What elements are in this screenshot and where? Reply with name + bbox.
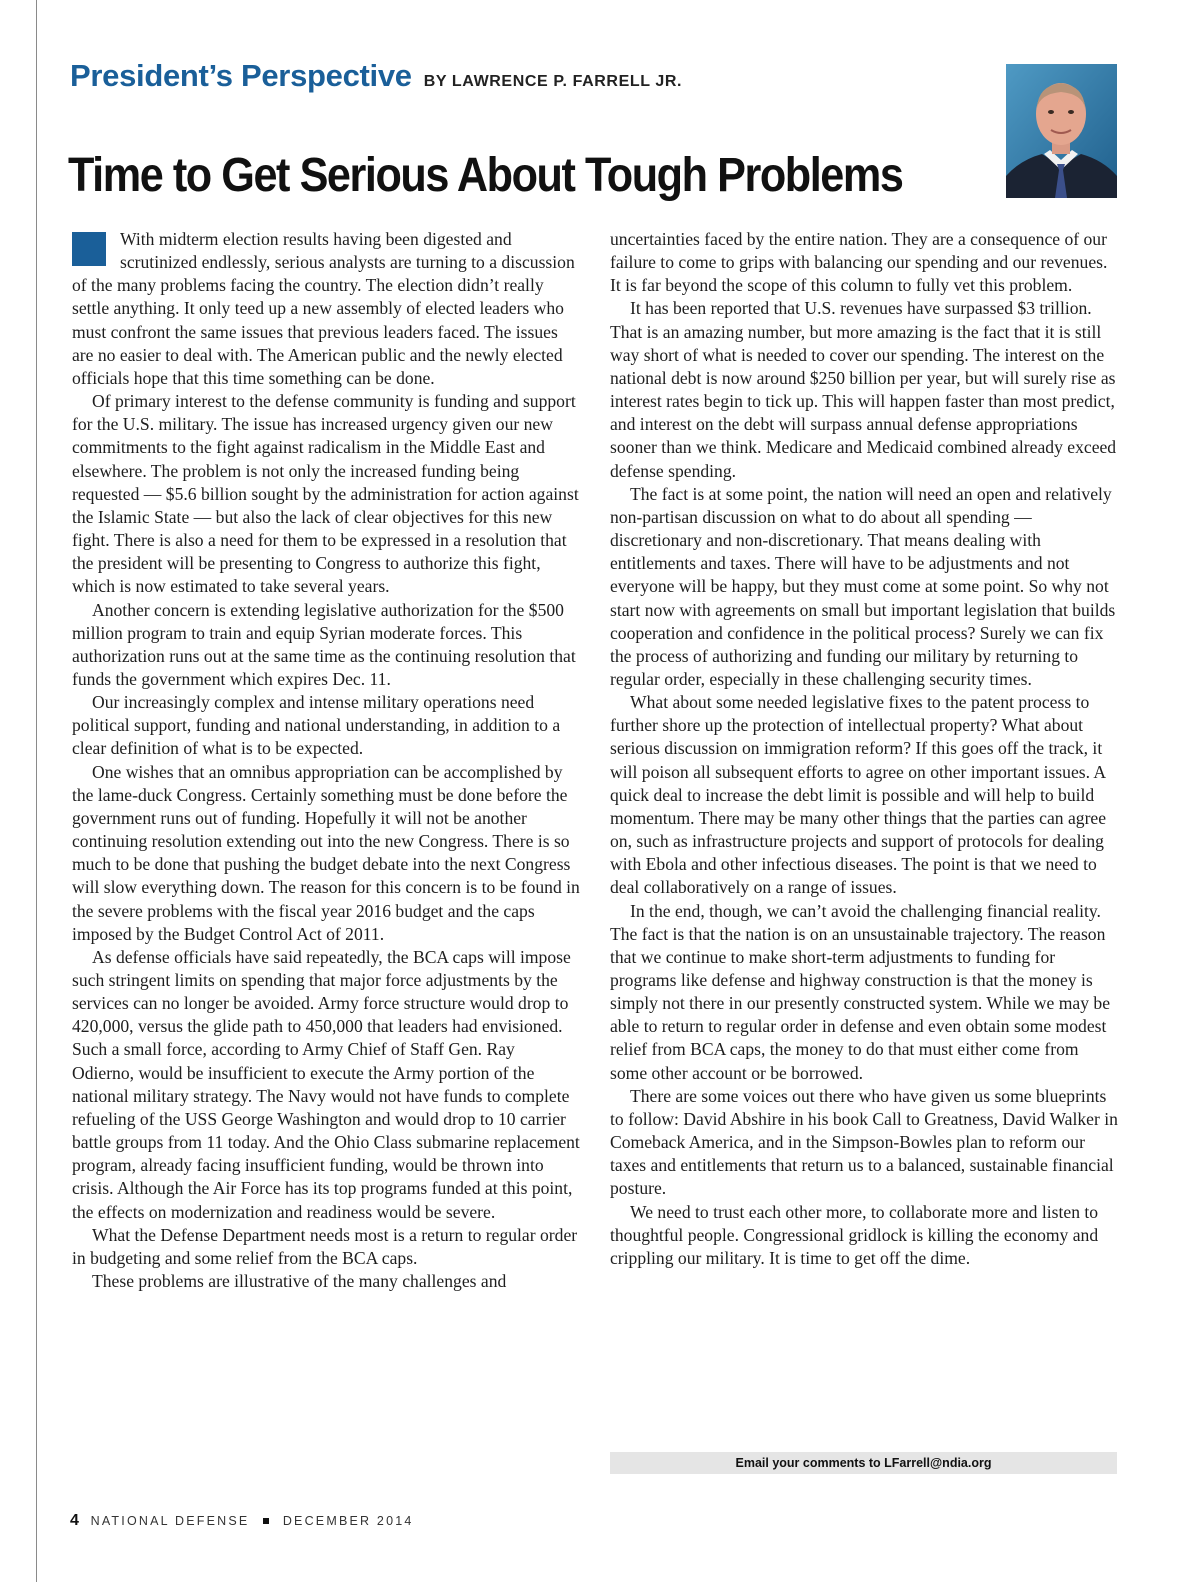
paragraph: The fact is at some point, the nation will need an open and relatively non-partisan discussion on what to do about all spending — discretionary and non-discretionary. That means dealing with entitlements and taxes. There will have to be adjustments and not everyone will be happy, but they must come at some point. So why not start now with agreements on small but important legislation that builds cooperation and confidence in the political process? Surely we can fix the process of authorizing and funding our military by returning to regular order, especially in these challenging security times. <box>610 483 1116 689</box>
paragraph: Another concern is extending legislative authorization for the $500 million program to train and equip Syrian moderate forces. This authorization runs out at the same time as the continuing resolution that funds the government which expires Dec. 11. <box>72 599 576 689</box>
paragraph: These problems are illustrative of the many challenges and <box>92 1271 507 1292</box>
paragraph: Our increasingly complex and intense military operations need political support, funding and national understanding, in addition to a clear definition of what is to be expected. <box>72 692 561 759</box>
footer-separator <box>263 1518 269 1524</box>
email-comments-note: Email your comments to LFarrell@ndia.org <box>610 1452 1117 1474</box>
paragraph: There are some voices out there who have given us some blueprints to follow: David Abshire in his book Call to Greatness, David Walker in Comeback America, and in the Simpson-Bowles plan to reform our taxes and entitlements that return us to a balanced, sustainable financial posture. <box>610 1085 1118 1199</box>
article-column-left <box>72 228 580 1293</box>
page-number: 4 <box>70 1512 79 1529</box>
paragraph: What about some needed legislative fixes to the patent process to further shore up the protection of intellectual property? What about serious discussion on immigration reform? If this goes off the track, it will poison all subsequent efforts to agree on other important issues. A quick deal to increase the debt limit is possible and will help to build momentum. There may be many other things that the parties can agree on, such as infrastructure projects and support of protocols for dealing with Ebola and other infectious diseases. The point is that we need to deal collaboratively on a range of issues. <box>610 692 1107 898</box>
paragraph: With midterm election results having been digested and scrutinized endlessly, serious analysts are turning to a discussion of the many problems facing the country. The election didn’t really settle anything. It only teed up a new assembly of elected leaders who must confront the same issues that previous leaders faced. The issues are no easier to deal with. The American public and the newly elected officials hope that this time something can be done. <box>72 229 575 388</box>
paragraph: uncertainties faced by the entire nation. They are a consequence of our failure to come to grips with balancing our spending and our revenues. It is far beyond the scope of this column to fully vet this problem. <box>610 229 1108 296</box>
article-headline: Time to Get Serious About Tough Problems <box>68 149 903 202</box>
article-column-right <box>610 228 1118 1270</box>
paragraph: In the end, though, we can’t avoid the challenging financial reality. The fact is that the nation is on an unsustainable trajectory. The reason that we continue to make short-term adjustments to funding for programs like defense and highway construction is that the money is simply not there in our presently constructed system. While we may be able to return to regular order in defense and even obtain some modest relief from BCA caps, the money to do that must either come from some other account or be borrowed. <box>610 900 1111 1083</box>
author-portrait <box>1006 64 1117 198</box>
paragraph: As defense officials have said repeatedly, the BCA caps will impose such stringent limits on spending that major force adjustments by the services can no longer be avoided. Army force structure would drop to 420,000, versus the glide path to 450,000 that leaders had envisioned. Such a small force, according to Army Chief of Staff Gen. Ray Odierno, would be insufficient to execute the Army portion of the national military strategy. The Navy would not have funds to complete refueling of the USS George Washington and would drop to 10 carrier battle groups from 11 today. And the Ohio Class submarine replacement program, already facing insufficient funding, would be thrown into crisis. Although the Air Force has its top programs funded at this point, the effects on modernization and readiness would be severe. <box>72 946 580 1222</box>
masthead <box>70 58 682 94</box>
paragraph: We need to trust each other more, to collaborate more and listen to thoughtful people. Congressional gridlock is killing the economy and crippling our military. It is time to get off the dime. <box>610 1201 1099 1268</box>
paragraph: It has been reported that U.S. revenues have surpassed $3 trillion. That is an amazing number, but more amazing is the fact that it is still way short of what is needed to cover our spending. The interest on the national debt is now around $250 billion per year, but will surely rise as interest rates begin to tick up. This will happen faster than most predict, and interest on the debt will surpass annual defense appropriations sooner than we think. Medicare and Medicaid combined already exceed defense spending. <box>610 298 1117 481</box>
author-byline: BY LAWRENCE P. FARRELL JR. <box>423 73 683 90</box>
publication-name: NATIONAL DEFENSE <box>90 1514 250 1528</box>
issue-date: DECEMBER 2014 <box>282 1514 414 1528</box>
paragraph: What the Defense Department needs most is a return to regular order in budgeting and some relief from the BCA caps. <box>72 1224 578 1268</box>
paragraph: One wishes that an omnibus appropriation can be accomplished by the lame-duck Congress. Certainly something must be done before the government runs out of funding. Hopefully it will not be another continuing resolution extending out into the new Congress. There is so much to be done that pushing the budget debate into the next Congress will slow everything down. The reason for this concern is to be found in the severe problems with the fiscal year 2016 budget and the caps imposed by the Budget Control Act of 2011. <box>72 761 580 944</box>
paragraph: Of primary interest to the defense community is funding and support for the U.S. military. The issue has increased urgency given our new commitments to the fight against radicalism in the Middle East and elsewhere. The problem is not only the increased funding being requested — $5.6 billion sought by the administration for action against the Islamic State — but also the lack of clear objectives for this new fight. There is also a need for them to be expressed in a resolution that the president will be presenting to Congress to authorize this fight, which is now estimated to take several years. <box>72 391 579 597</box>
drop-mark <box>72 232 106 266</box>
section-title: President’s Perspective <box>70 58 412 93</box>
page-footer <box>70 1512 414 1530</box>
page-margin-rule <box>36 0 37 1582</box>
